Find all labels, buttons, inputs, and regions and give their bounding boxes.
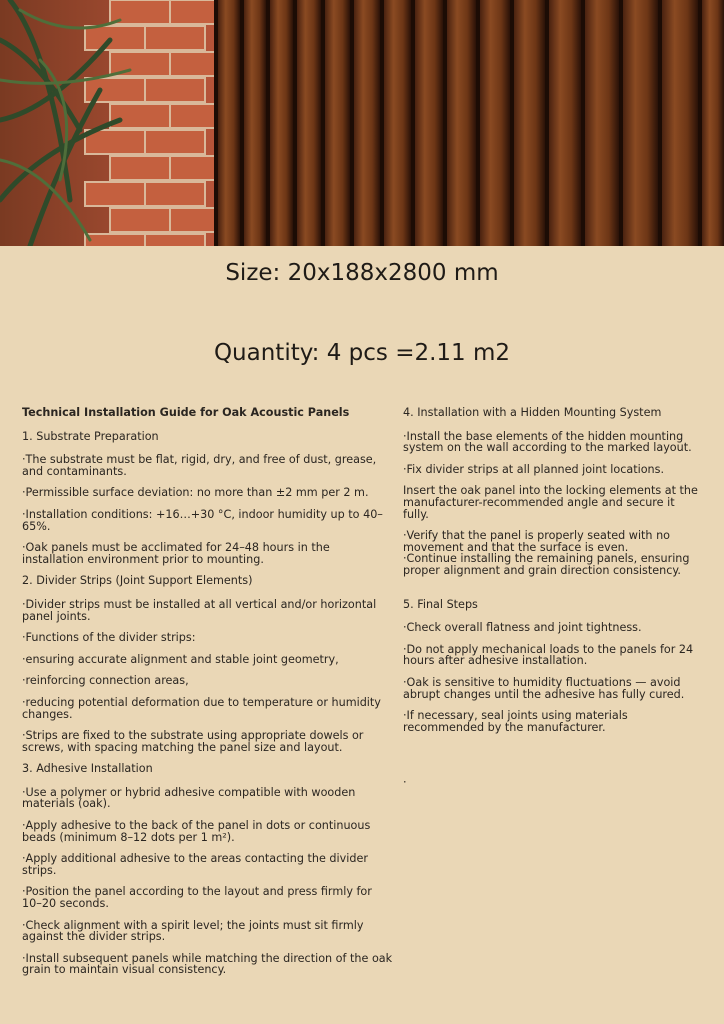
list-item: ·Do not apply mechanical loads to the panels for 24 hours after adhesive installation. xyxy=(403,642,694,668)
section-heading: 5. Final Steps xyxy=(403,597,478,611)
list-item: ·Install the base elements of the hidden mounting system on the wall according to the marked layout. xyxy=(403,429,692,455)
list-item: ·Functions of the divider strips: xyxy=(22,631,196,645)
list-item: ·Apply additional adhesive to the areas contacting the divider strips. xyxy=(22,852,368,877)
trailing-mark: · xyxy=(403,776,407,790)
list-item: ·Check alignment with a spirit level; the joints must sit firmly against the divider strips. xyxy=(22,918,364,944)
list-item: ·Permissible surface deviation: no more than ±2 mm per 2 m. xyxy=(22,486,369,500)
product-photo xyxy=(0,0,724,246)
guide-column-right xyxy=(403,407,703,799)
product-size: Size: 20x188x2800 mm xyxy=(225,260,499,286)
list-item: ·Strips are fixed to the substrate using appropriate dowels or screws, with spacing matching the panel size and layout. xyxy=(22,729,364,754)
section-heading: 4. Installation with a Hidden Mounting System xyxy=(403,406,662,419)
list-item: ·Use a polymer or hybrid adhesive compatible with wooden materials (oak). xyxy=(22,785,356,811)
list-item: ·reducing potential deformation due to temperature or humidity changes. xyxy=(22,695,381,721)
list-item: ·Check overall flatness and joint tightness. xyxy=(403,621,642,635)
list-item: ·Fix divider strips at all planned joint locations. xyxy=(403,462,665,476)
list-item: ·Oak is sensitive to humidity fluctuations — avoid abrupt changes until the adhesive has fully cured. xyxy=(403,675,685,701)
list-item: ·Divider strips must be installed at all vertical and/or horizontal panel joints. xyxy=(22,597,377,623)
list-item: ·Apply adhesive to the back of the panel in dots or continuous beads (minimum 8–12 dots per 1 m²). xyxy=(22,819,371,844)
list-item: Insert the oak panel into the locking elements at the manufacturer-recommended angle and secure it fully. xyxy=(403,484,698,521)
guide-column-left xyxy=(22,407,394,986)
product-quantity: Quantity: 4 pcs =2.11 m2 xyxy=(213,340,511,366)
list-item: ·If necessary, seal joints using materials recommended by the manufacturer. xyxy=(403,709,628,734)
list-item: ·reinforcing connection areas, xyxy=(22,674,189,688)
section-heading: 1. Substrate Preparation xyxy=(22,429,159,443)
list-item: ·Verify that the panel is properly seated with no movement and that the surface is even. xyxy=(403,529,671,554)
section-heading: 2. Divider Strips (Joint Support Elements) xyxy=(22,574,253,588)
section-heading: 3. Adhesive Installation xyxy=(22,762,153,776)
list-item: ·ensuring accurate alignment and stable joint geometry, xyxy=(22,652,339,666)
list-item: ·Installation conditions: +16…+30 °C, indoor humidity up to 40–65%. xyxy=(22,507,383,533)
guide-title: Technical Installation Guide for Oak Acoustic Panels xyxy=(22,406,350,419)
list-item: ·Install subsequent panels while matching the direction of the oak grain to maintain visual consistency. xyxy=(22,951,393,977)
list-item: ·Oak panels must be acclimated for 24–48 hours in the installation environment prior to mounting. xyxy=(22,541,330,566)
list-item: ·Continue installing the remaining panels, ensuring proper alignment and grain direction consistency. xyxy=(403,552,690,577)
list-item: ·Position the panel according to the layout and press firmly for 10–20 seconds. xyxy=(22,885,372,911)
list-item: ·The substrate must be flat, rigid, dry, and free of dust, grease, and contaminants. xyxy=(22,453,377,478)
